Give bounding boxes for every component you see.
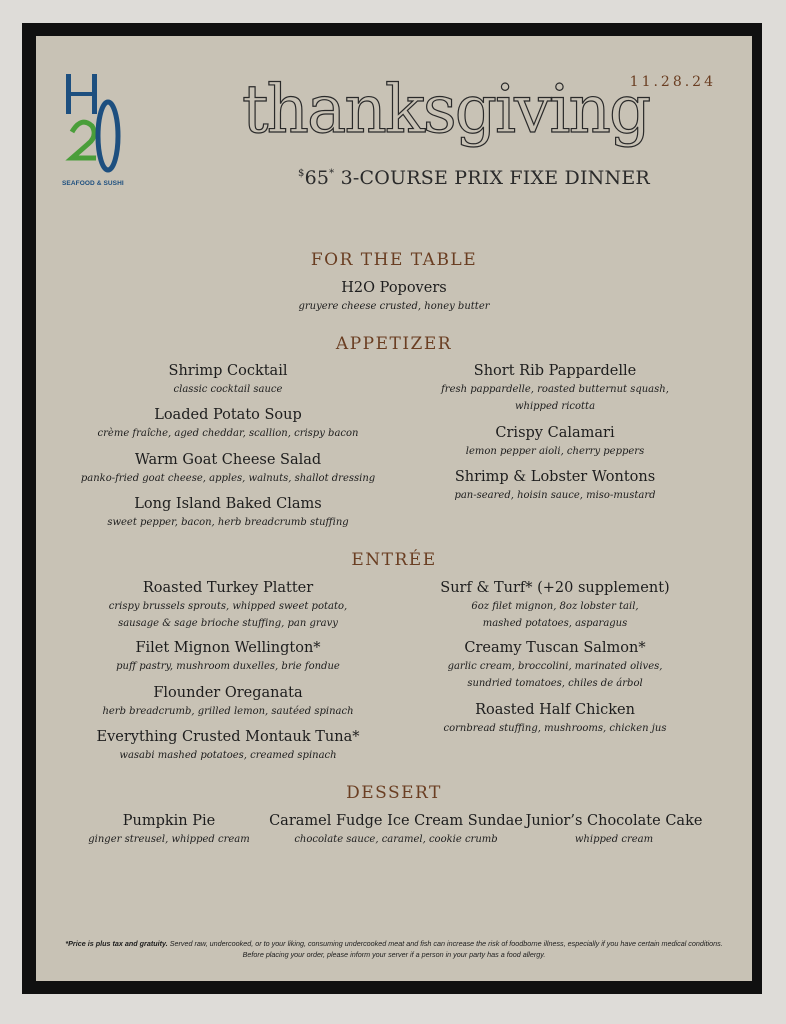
item-name: Pumpkin Pie bbox=[122, 813, 216, 829]
item-name: Roasted Half Chicken bbox=[475, 702, 635, 718]
item-name: Filet Mignon Wellington* bbox=[135, 640, 321, 656]
menu-item bbox=[74, 494, 382, 531]
menu-item bbox=[424, 638, 686, 692]
item-name: Creamy Tuscan Salmon* bbox=[464, 640, 646, 656]
item-description: whipped ricotta bbox=[514, 401, 596, 412]
section-title-entree: ENTRÉE bbox=[351, 550, 437, 570]
item-description: chocolate sauce, caramel, cookie crumb bbox=[294, 834, 498, 845]
section-title-appetizer: APPETIZER bbox=[335, 334, 453, 354]
menu-page bbox=[36, 36, 752, 981]
item-description: mashed potatoes, asparagus bbox=[482, 618, 628, 629]
item-name: Shrimp & Lobster Wontons bbox=[454, 469, 656, 485]
menu-item bbox=[74, 727, 382, 764]
logo-caption: SEAFOOD & SUSHI bbox=[62, 180, 124, 187]
item-name: Surf & Turf* (+20 supplement) bbox=[440, 580, 670, 596]
item-description: puff pastry, mushroom duxelles, brie fondue bbox=[116, 661, 340, 672]
item-description: classic cocktail sauce bbox=[173, 384, 283, 395]
price-value: 65 bbox=[304, 167, 330, 189]
footnote-price-note: *Price is plus tax and gratuity. bbox=[65, 939, 168, 948]
prix-fixe-label: 3-COURSE PRIX FIXE DINNER bbox=[340, 167, 650, 189]
menu-item bbox=[74, 811, 264, 848]
item-description: sausage & sage brioche stuffing, pan gravy bbox=[118, 618, 338, 629]
item-name: Warm Goat Cheese Salad bbox=[134, 452, 322, 468]
item-description: crispy brussels sprouts, whipped sweet potato, bbox=[108, 601, 348, 612]
item-description: garlic cream, broccolini, marinated olives, bbox=[447, 661, 663, 672]
item-name: Caramel Fudge Ice Cream Sundae bbox=[269, 813, 523, 829]
menu-item bbox=[74, 405, 382, 442]
menu-item bbox=[74, 683, 382, 720]
menu-item bbox=[74, 450, 382, 487]
item-description: ginger streusel, whipped cream bbox=[88, 834, 250, 845]
item-description: sundried tomatoes, chiles de árbol bbox=[467, 678, 643, 689]
item-description: wasabi mashed potatoes, creamed spinach bbox=[119, 750, 337, 761]
price-mark: * bbox=[329, 168, 335, 179]
item-name: Flounder Oreganata bbox=[153, 685, 303, 701]
menu-item bbox=[424, 423, 686, 460]
item-description: cornbread stuffing, mushrooms, chicken jus bbox=[443, 723, 667, 734]
menu-item bbox=[424, 700, 686, 737]
menu-item bbox=[74, 638, 382, 675]
section-title-for-the-table: FOR THE TABLE bbox=[310, 250, 478, 270]
item-description: pan-seared, hoisin sauce, miso-mustard bbox=[454, 490, 656, 501]
item-name: Long Island Baked Clams bbox=[134, 496, 322, 512]
footnote bbox=[64, 938, 724, 960]
item-name: H2O Popovers bbox=[341, 280, 447, 296]
item-description: crème fraîche, aged cheddar, scallion, crispy bacon bbox=[97, 428, 359, 439]
item-name: Shrimp Cocktail bbox=[168, 363, 288, 379]
item-name: Junior’s Chocolate Cake bbox=[525, 813, 703, 829]
item-description: lemon pepper aioli, cherry peppers bbox=[465, 446, 645, 457]
item-name: Short Rib Pappardelle bbox=[473, 363, 637, 379]
item-description: sweet pepper, bacon, herb breadcrumb stuffing bbox=[107, 517, 349, 528]
menu-item bbox=[524, 811, 704, 848]
event-date: 11.28.24 bbox=[629, 74, 716, 90]
menu-item bbox=[194, 278, 594, 315]
item-name: Loaded Potato Soup bbox=[154, 407, 302, 423]
item-name: Everything Crusted Montauk Tuna* bbox=[96, 729, 360, 745]
price-symbol: $ bbox=[298, 168, 305, 179]
menu-item bbox=[424, 361, 686, 415]
menu-subtitle bbox=[298, 167, 650, 189]
item-description: herb breadcrumb, grilled lemon, sautéed spinach bbox=[102, 706, 354, 717]
menu-item bbox=[74, 361, 382, 398]
menu-title: thanksgiving bbox=[242, 71, 650, 148]
item-description: panko-fried goat cheese, apples, walnuts, shallot dressing bbox=[80, 473, 376, 484]
item-description: whipped cream bbox=[574, 834, 654, 845]
item-description: 6oz filet mignon, 8oz lobster tail, bbox=[471, 601, 639, 612]
item-name: Roasted Turkey Platter bbox=[142, 580, 314, 596]
item-description: fresh pappardelle, roasted butternut squash, bbox=[441, 384, 669, 395]
footnote-allergy-warning: Served raw, undercooked, or to your liking, consuming undercooked meat and fish can increase the risk of foodborne illness, especially if you have certain medical conditions. Before placing your order, please inform your server if a person in your party has a food allergy. bbox=[167, 939, 723, 959]
menu-item bbox=[424, 578, 686, 632]
item-description: gruyere cheese crusted, honey butter bbox=[298, 301, 490, 312]
menu-item bbox=[268, 811, 524, 848]
menu-item bbox=[74, 578, 382, 632]
h2o-logo bbox=[62, 74, 132, 190]
section-title-dessert: DESSERT bbox=[346, 783, 442, 803]
item-name: Crispy Calamari bbox=[495, 425, 615, 441]
menu-item bbox=[424, 467, 686, 504]
